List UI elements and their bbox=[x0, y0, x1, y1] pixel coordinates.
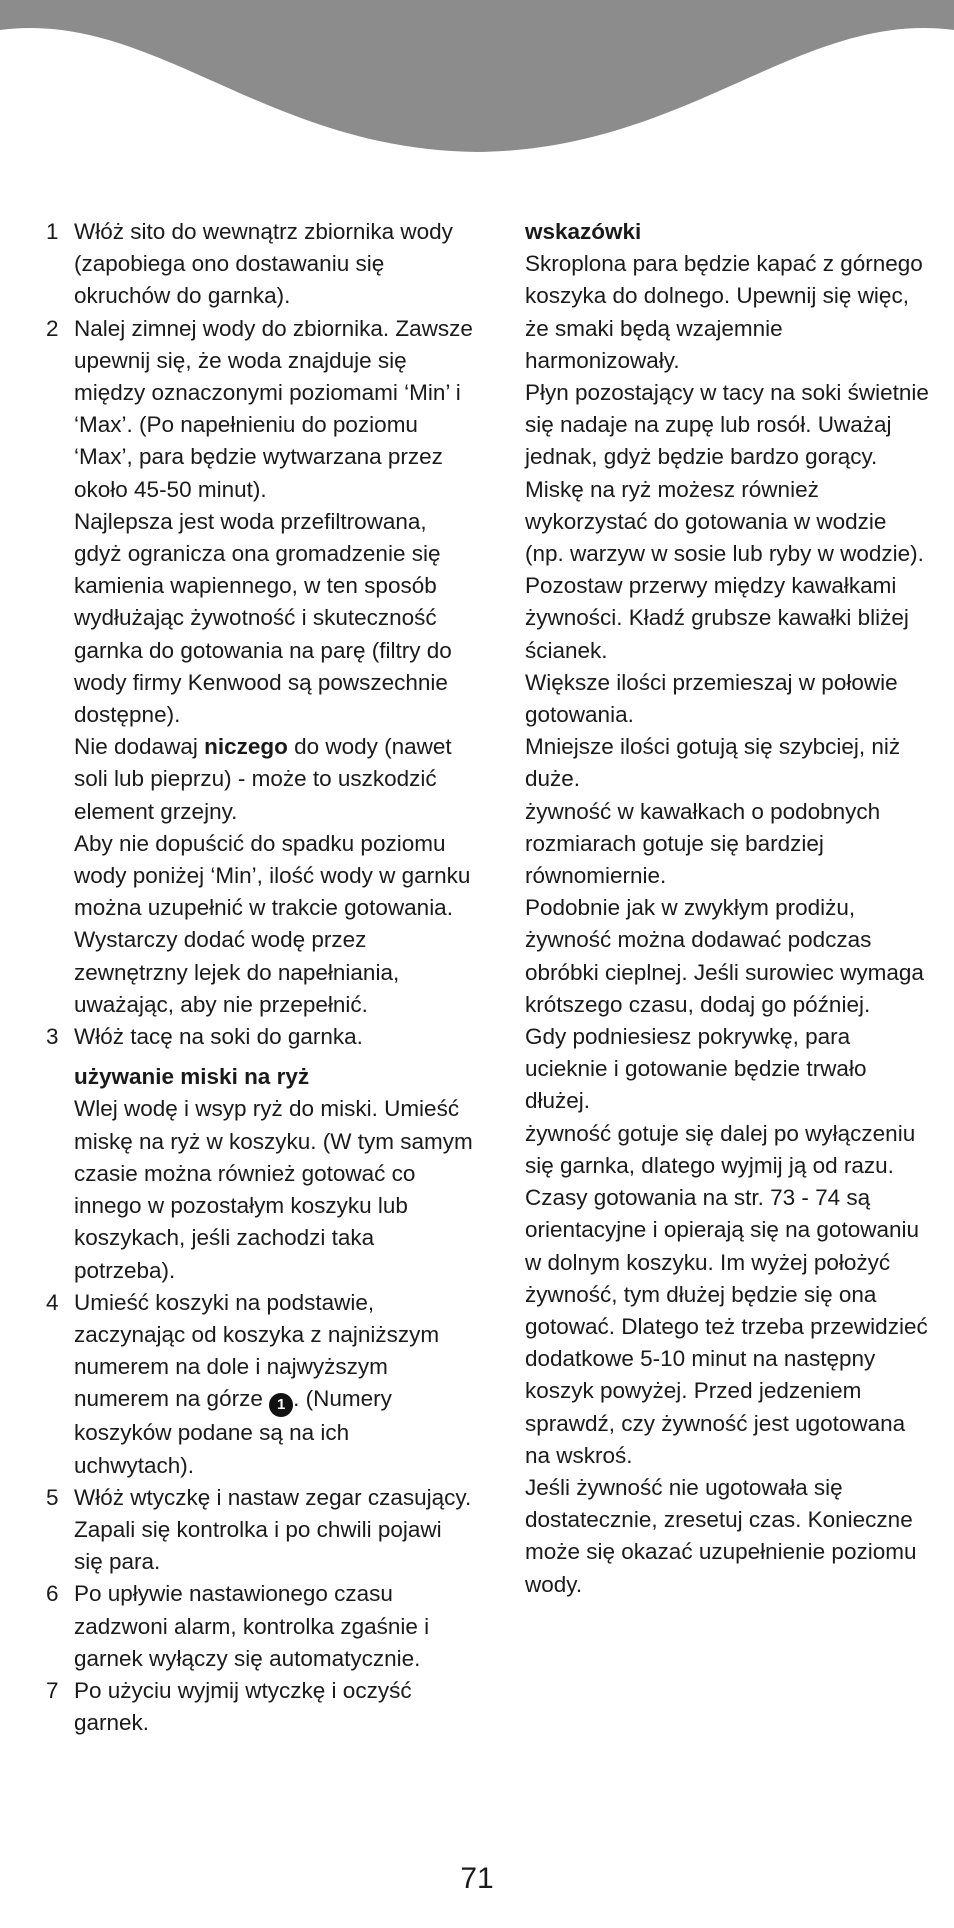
step-4 bbox=[46, 1287, 474, 1482]
instructions-column bbox=[46, 216, 474, 1739]
step-number: 1 bbox=[46, 219, 59, 244]
step-text: Włóż wtyczkę i nastaw zegar czasujący. Zapali się kontrolka i po chwili pojawi się para. bbox=[74, 1484, 472, 1575]
step-5 bbox=[46, 1482, 474, 1579]
tip-paragraph: żywność gotuje się dalej po wyłączeniu się garnka, dlatego wyjmij ją od razu. bbox=[525, 1120, 916, 1178]
step-text: Po użyciu wyjmij wtyczkę i oczyść garnek. bbox=[74, 1677, 412, 1736]
step-text: Nalej zimnej wody do zbiornika. Zawsze upewnij się, że woda znajduje się między oznaczonymi poziomami ‘Min’ i ‘Max’. (Po napełnieniu do poziomu ‘Max’, para będzie wytwarzana przez około 45-50 minut). bbox=[74, 315, 473, 502]
step-number: 3 bbox=[46, 1024, 59, 1050]
step-text-warning: Nie dodawaj niczego do wody (nawet soli lub pieprzu) - może to uszkodzić element grzejny. bbox=[74, 734, 452, 824]
step-number: 4 bbox=[46, 1289, 59, 1315]
header-wave-shape bbox=[0, 0, 954, 152]
tip-paragraph: Podobnie jak w zwykłym prodiżu, żywność można dodawać podczas obróbki cieplnej. Jeśli surowiec wymaga krótszego czasu, dodaj go później. bbox=[525, 895, 924, 1017]
step-2 bbox=[46, 313, 474, 1021]
tip-paragraph: Pozostaw przerwy między kawałkami żywności. Kładź grubsze kawałki bliżej ścianek. bbox=[525, 573, 909, 663]
step-text-refill: Aby nie dopuścić do spadku poziomu wody poniżej ‘Min’, ilość wody w garnku można uzupełnić w trakcie gotowania. Wystarczy dodać wodę przez zewnętrzny lejek do napełniania, uważając, aby nie przepełnić. bbox=[74, 830, 471, 1017]
tip-paragraph: Gdy podniesiesz pokrywkę, para ucieknie i gotowanie będzie trwało dłużej. bbox=[525, 1024, 867, 1114]
step-number: 2 bbox=[46, 315, 59, 341]
emphasis-word: niczego bbox=[204, 734, 288, 760]
rice-bowl-text: Wlej wodę i wsyp ryż do miski. Umieść miskę na ryż w koszyku. (W tym samym czasie można również gotować co innego w pozostałym koszyku lub koszykach, jeśli zachodzi taka potrzeba). bbox=[74, 1096, 473, 1283]
step-number: 6 bbox=[46, 1581, 59, 1607]
rice-bowl-section bbox=[46, 1061, 474, 1286]
page-number: 71 bbox=[460, 1862, 494, 1895]
tip-paragraph: Większe ilości przemieszaj w połowie gotowania. bbox=[525, 669, 898, 728]
figure-1-reference-icon: 1 bbox=[269, 1393, 293, 1417]
tip-paragraph: Czasy gotowania na str. 73 - 74 są orientacyjne i opierają się na gotowaniu w dolnym koszyku. Im wyżej położyć żywność, tym dłużej będzie się ona gotować. Dlatego też trzeba przewidzieć dodatkowe 5-10 minut na następny koszyk powyżej. Przed jedzeniem sprawdź, czy żywność jest ugotowana na wskroś. bbox=[525, 1185, 928, 1468]
tips-heading: wskazówki bbox=[525, 219, 642, 244]
step-text-filtered-water: Najlepsza jest woda przefiltrowana, gdyż ogranicza ona gromadzenie się kamienia wapiennego, w ten sposób wydłużając żywotność i skuteczność garnka do gotowania na parę (filtry do wody firmy Kenwood są powszechnie dostępne). bbox=[74, 508, 452, 728]
tip-paragraph: Skroplona para będzie kapać z górnego koszyka do dolnego. Upewnij się więc, że smaki będą wzajemnie harmonizowały. bbox=[525, 251, 923, 373]
step-text: Włóż sito do wewnątrz zbiornika wody (zapobiega ono dostawaniu się okruchów do garnka). bbox=[74, 219, 453, 309]
tip-paragraph: Mniejsze ilości gotują się szybciej, niż duże. bbox=[525, 734, 901, 792]
tip-paragraph: żywność w kawałkach o podobnych rozmiarach gotuje się bardziej równomiernie. bbox=[525, 798, 881, 889]
tip-paragraph: Płyn pozostający w tacy na soki świetnie się nadaje na zupę lub rosół. Uważaj jednak, gdyż będzie bardzo gorący. bbox=[525, 380, 929, 470]
tips-column bbox=[525, 216, 930, 1601]
step-7 bbox=[46, 1675, 474, 1739]
step-3 bbox=[46, 1021, 474, 1053]
header-wave-decoration bbox=[0, 0, 954, 160]
step-number: 5 bbox=[46, 1484, 59, 1510]
step-text: Po upływie nastawionego czasu zadzwoni alarm, kontrolka zgaśnie i garnek wyłączy się automatycznie. bbox=[74, 1581, 430, 1671]
step-text: Włóż tacę na soki do garnka. bbox=[74, 1024, 363, 1050]
tip-paragraph: Jeśli żywność nie ugotowała się dostatecznie, zresetuj czas. Konieczne może się okazać uzupełnienie poziomu wody. bbox=[525, 1474, 917, 1597]
rice-bowl-title: używanie miski na ryż bbox=[74, 1064, 310, 1090]
step-6 bbox=[46, 1578, 474, 1675]
step-number: 7 bbox=[46, 1677, 59, 1703]
step-1 bbox=[46, 216, 474, 313]
tip-paragraph: Miskę na ryż możesz również wykorzystać do gotowania w wodzie (np. warzyw w sosie lub ryby w wodzie). bbox=[525, 476, 924, 567]
step-text: Umieść koszyki na podstawie, zaczynając od koszyka z najniższym numerem na dole i najwyższym numerem na górze 1 . (Numery koszyków podane są na ich uchwytach). bbox=[74, 1289, 440, 1478]
